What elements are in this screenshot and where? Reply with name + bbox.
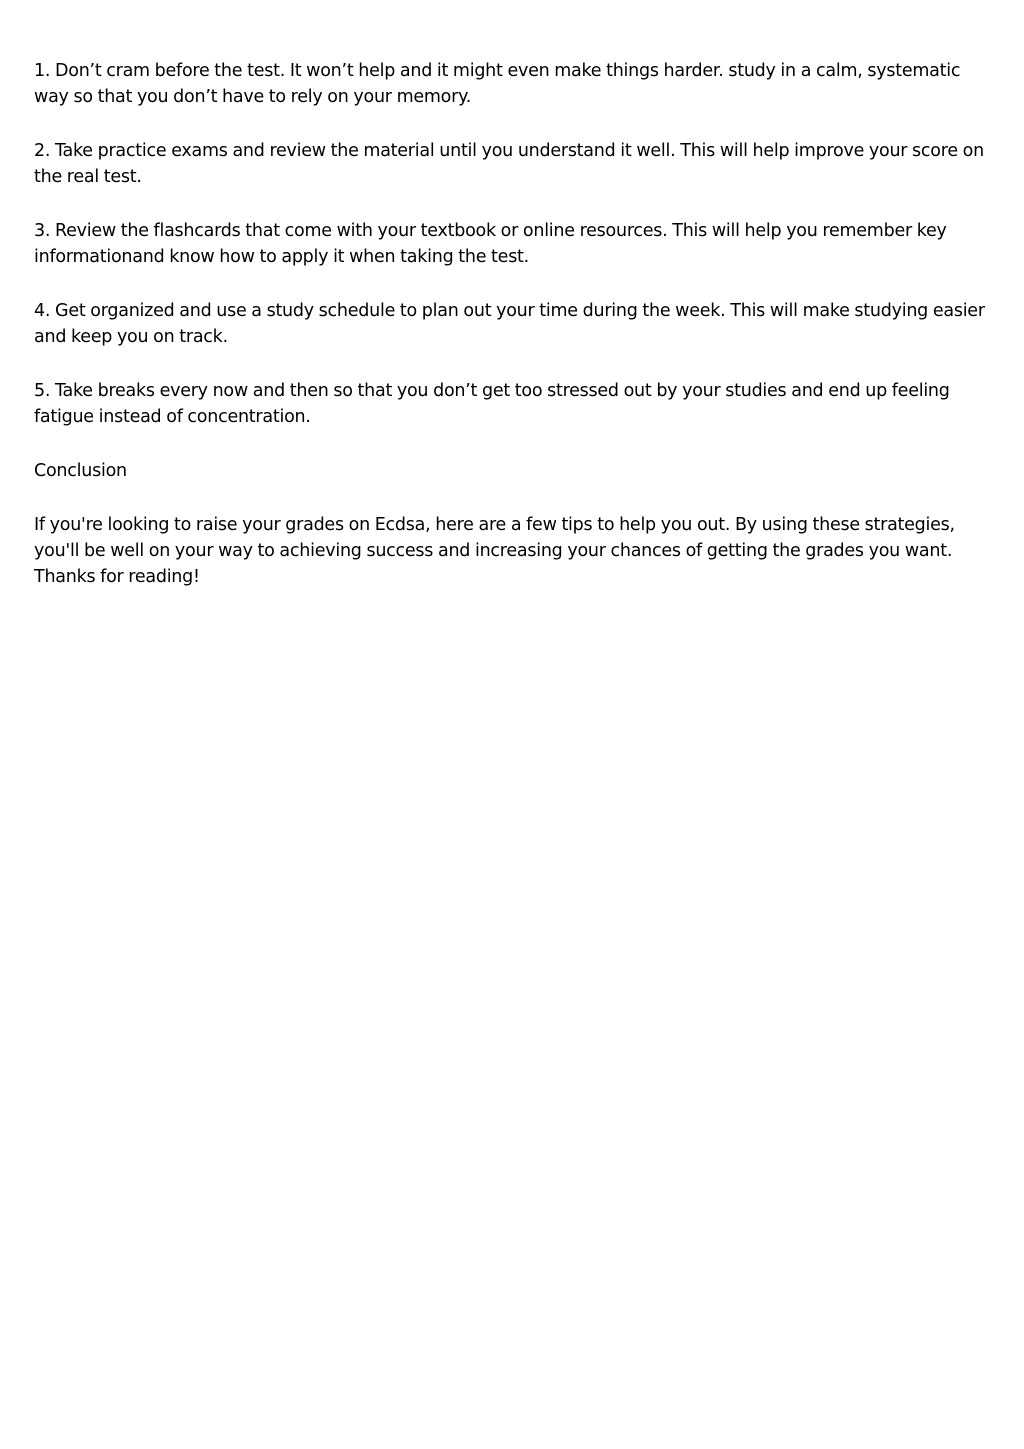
conclusion-heading: Conclusion [34, 461, 127, 481]
tip-paragraph-1: 1. Don’t cram before the test. It won’t help and it might even make things harder. study in a calm, systematic way so that you don’t have to rely on your memory. [34, 61, 961, 107]
tip-paragraph-4: 4. Get organized and use a study schedule to plan out your time during the week. This will make studying easier and keep you on track. [34, 301, 985, 347]
tip-paragraph-3: 3. Review the flashcards that come with your textbook or online resources. This will help you remember key informationand know how to apply it when taking the test. [34, 221, 947, 267]
tip-paragraph-2: 2. Take practice exams and review the material until you understand it well. This will help improve your score on the real test. [34, 141, 984, 187]
document-body [34, 58, 996, 618]
conclusion-paragraph: If you're looking to raise your grades on Ecdsa, here are a few tips to help you out. By using these strategies, you'll be well on your way to achieving success and increasing your chances of getting the grades you want. Thanks for reading! [34, 515, 955, 587]
tip-paragraph-5: 5. Take breaks every now and then so that you don’t get too stressed out by your studies and end up feeling fatigue instead of concentration. [34, 381, 950, 427]
